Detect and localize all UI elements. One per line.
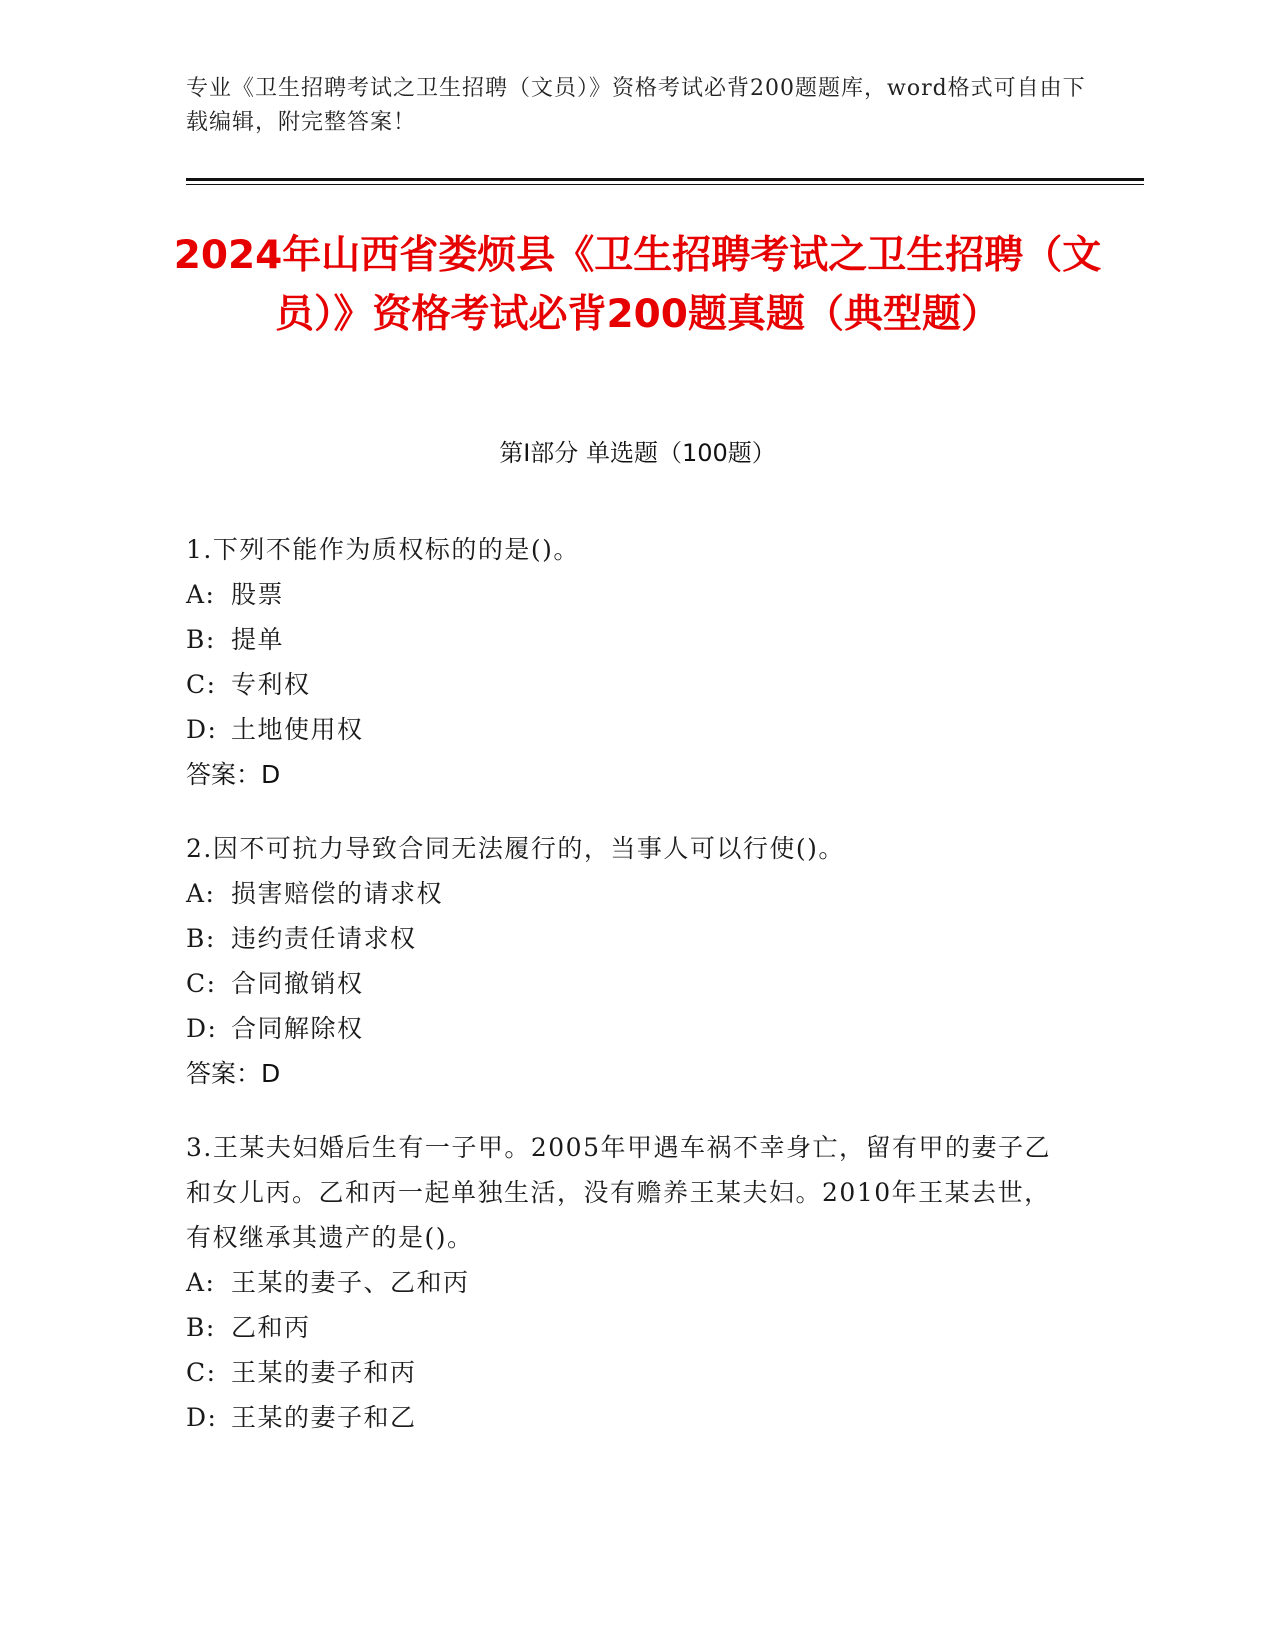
option-key: C: — [186, 670, 217, 699]
option-text: 违约责任请求权 — [231, 924, 417, 953]
option-key: D: — [186, 1014, 218, 1043]
option-key: B: — [186, 625, 216, 654]
question-1 — [186, 527, 1066, 797]
option-c — [186, 1350, 1066, 1395]
option-key: C: — [186, 1358, 217, 1387]
question-2 — [186, 826, 1066, 1096]
option-text: 合同撤销权 — [231, 969, 364, 998]
header-divider-thin — [186, 184, 1144, 185]
option-text: 合同解除权 — [231, 1014, 364, 1043]
answer-line: 答案：D — [186, 760, 281, 789]
header-divider-thick — [186, 178, 1144, 181]
answer-line: 答案：D — [186, 1059, 281, 1088]
question-stem: 1.下列不能作为质权标的的是()。 — [186, 535, 580, 564]
option-c — [186, 961, 1066, 1006]
question-stem: 2.因不可抗力导致合同无法履行的，当事人可以行使()。 — [186, 834, 845, 863]
option-b — [186, 1305, 1066, 1350]
option-c — [186, 662, 1066, 707]
option-text: 王某的妻子和乙 — [231, 1403, 417, 1432]
option-text: 损害赔偿的请求权 — [231, 879, 444, 908]
option-d — [186, 1006, 1066, 1051]
option-b — [186, 617, 1066, 662]
option-key: A: — [186, 879, 216, 908]
option-text: 提单 — [231, 625, 285, 654]
option-a — [186, 572, 1066, 617]
option-text: 股票 — [231, 580, 285, 609]
option-key: D: — [186, 715, 218, 744]
option-key: C: — [186, 969, 217, 998]
option-key: D: — [186, 1403, 218, 1432]
option-d — [186, 707, 1066, 752]
option-text: 专利权 — [231, 670, 311, 699]
option-b — [186, 916, 1066, 961]
header-note: 专业《卫生招聘考试之卫生招聘（文员）》资格考试必背200题题库，word格式可自由下载编辑，附完整答案！ — [186, 76, 1086, 135]
option-d — [186, 1395, 1066, 1440]
option-key: A: — [186, 1268, 216, 1297]
document-title: 2024年山西省娄烦县《卫生招聘考试之卫生招聘（文员）》资格考试必背200题真题（典型题） — [173, 233, 1102, 337]
option-text: 乙和丙 — [231, 1313, 311, 1342]
option-key: B: — [186, 924, 216, 953]
option-key: B: — [186, 1313, 216, 1342]
option-a — [186, 871, 1066, 916]
option-a — [186, 1260, 1066, 1305]
question-list — [186, 527, 1066, 1469]
option-key: A: — [186, 580, 216, 609]
question-3 — [186, 1125, 1066, 1440]
option-text: 王某的妻子和丙 — [231, 1358, 417, 1387]
option-text: 王某的妻子、乙和丙 — [231, 1268, 470, 1297]
section-heading: 第I部分 单选题（100题） — [499, 439, 776, 467]
question-stem: 3.王某夫妇婚后生有一子甲。2005年甲遇车祸不幸身亡，留有甲的妻子乙和女儿丙。乙和丙一起单独生活，没有赡养王某夫妇。2010年王某去世，有权继承其遗产的是()。 — [186, 1133, 1051, 1252]
option-text: 土地使用权 — [231, 715, 364, 744]
